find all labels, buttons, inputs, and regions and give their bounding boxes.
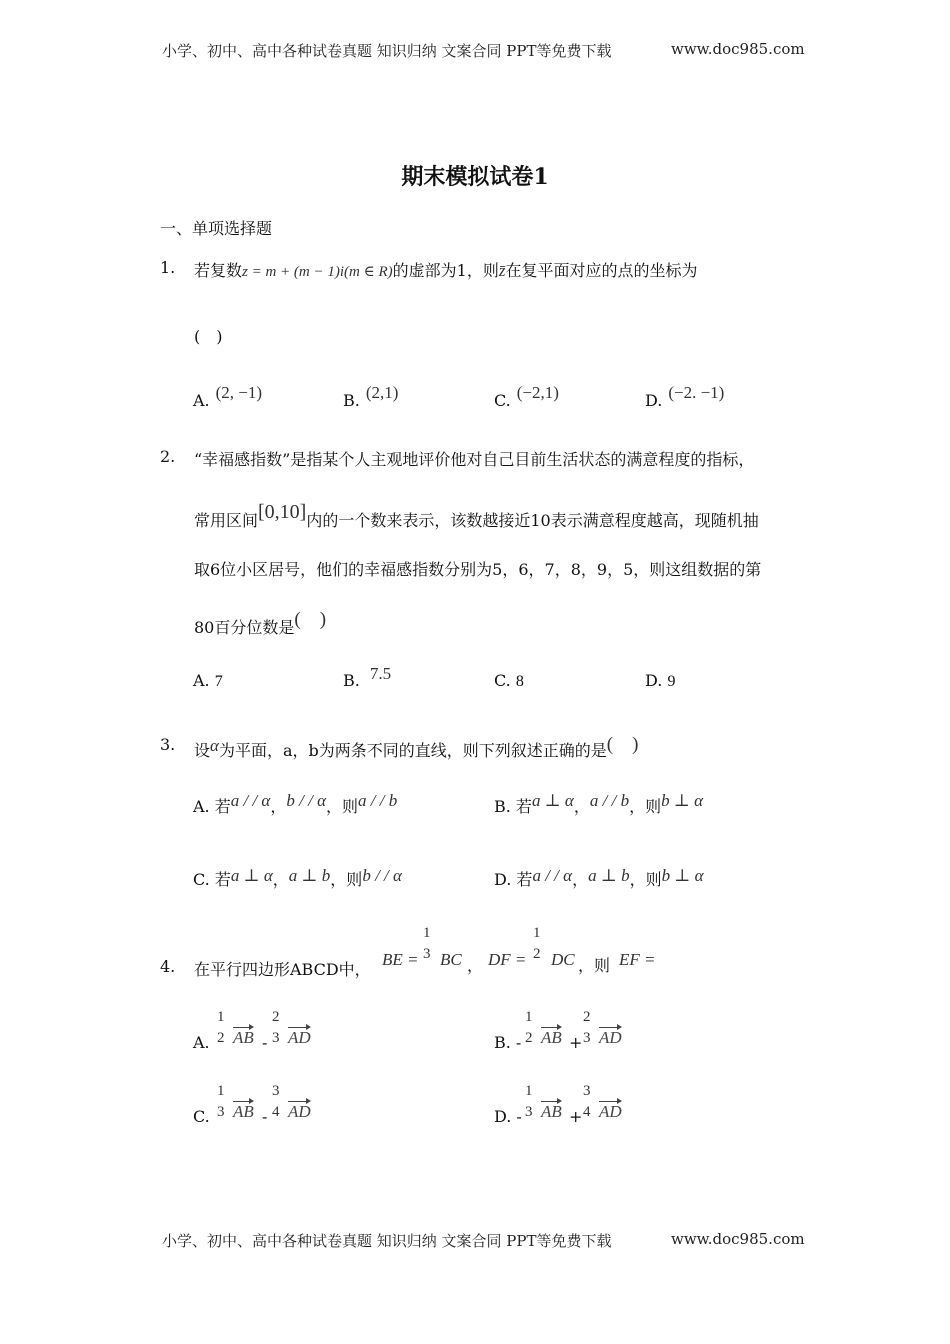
numerator: 1: [217, 1009, 225, 1025]
question-1-text: [194, 258, 697, 281]
z-bar-symbol: z̄: [498, 261, 506, 280]
numerator: 2: [583, 1009, 591, 1025]
question-3-text: [194, 735, 638, 762]
option-d[interactable]: [645, 671, 675, 691]
option-a[interactable]: [193, 383, 263, 411]
option-c[interactable]: [193, 1084, 453, 1129]
option-value: (2, −1): [215, 383, 263, 402]
page-title: 期末模拟试卷1: [401, 164, 549, 190]
vector-ad: AD: [599, 1022, 622, 1048]
option-a[interactable]: [193, 1010, 453, 1055]
fraction: [217, 1084, 225, 1120]
question-2-line-4: [194, 609, 327, 639]
then-text: ，则: [578, 956, 611, 975]
option-label: B. -: [494, 1033, 522, 1052]
numerator: 3: [272, 1083, 280, 1099]
option-c[interactable]: C. 若a ⊥ α，a ⊥ b，则b / / α: [193, 866, 402, 889]
question-number: 3.: [160, 735, 176, 754]
vector-ab: AB: [541, 1096, 562, 1122]
option-label: A.: [193, 671, 210, 690]
fraction: [533, 926, 541, 962]
numerator: 1: [217, 1083, 225, 1099]
option-label: C. 若: [193, 870, 231, 889]
option-label: D. 若: [494, 870, 533, 889]
option-label: C.: [494, 671, 511, 690]
fraction: [525, 1010, 533, 1046]
operator: -: [262, 1107, 268, 1126]
be-label: BE =: [382, 950, 419, 969]
denominator: 2: [533, 946, 541, 962]
vector-ab: AB: [541, 1022, 562, 1048]
question-number: 4.: [160, 957, 176, 976]
text-fragment: 设: [194, 741, 211, 760]
then-text: ，则: [330, 870, 363, 889]
condition-2: b / / α: [286, 791, 326, 810]
result: a / / b: [358, 791, 398, 810]
header-text: 小学、初中、高中各种试卷真题 知识归纳 文案合同 PPT等免费下载: [162, 42, 612, 60]
then-text: ，则: [629, 870, 662, 889]
vector-ad: AD: [288, 1022, 311, 1048]
condition-2: a ⊥ b: [288, 866, 331, 885]
text-fragment: 的虚部为1，则: [392, 261, 499, 280]
ef-label: EF =: [619, 950, 656, 969]
fraction: [583, 1010, 591, 1046]
option-value: 9: [667, 673, 676, 690]
vector-ab: AB: [233, 1096, 254, 1122]
fraction: [272, 1084, 280, 1120]
text-fragment: 若复数: [194, 261, 243, 280]
fraction: [525, 1084, 533, 1120]
condition-2: a / / b: [589, 791, 630, 810]
numerator: 1: [423, 925, 431, 941]
fraction: [272, 1010, 280, 1046]
denominator: 4: [583, 1104, 591, 1120]
numerator: 1: [525, 1009, 533, 1025]
vector-ad: AD: [599, 1096, 622, 1122]
result: b ⊥ α: [661, 791, 704, 810]
condition-2: a ⊥ b: [588, 866, 630, 885]
result: b / / α: [362, 866, 402, 885]
text-fragment: 常用区间: [194, 511, 259, 530]
operator: -: [262, 1033, 268, 1052]
denominator: 3: [217, 1104, 225, 1120]
text-fragment: 在复平面对应的点的坐标为: [505, 261, 698, 280]
footer-site-link[interactable]: www.doc985.com: [671, 1230, 805, 1248]
option-label: D. -: [494, 1107, 522, 1126]
option-c[interactable]: [494, 671, 524, 691]
question-number: 2.: [160, 447, 176, 466]
option-value: 7.5: [369, 664, 392, 683]
denominator: 3: [272, 1030, 280, 1046]
denominator: 4: [272, 1104, 280, 1120]
option-d[interactable]: [645, 383, 725, 411]
then-text: ，则: [326, 797, 359, 816]
option-value: 8: [515, 673, 524, 690]
fraction: [423, 926, 431, 962]
question-2-line-1: “幸福感指数”是指某个人主观地评价他对自己目前生活状态的满意程度的指标，: [194, 450, 755, 469]
option-c[interactable]: [494, 383, 559, 411]
option-label: C.: [494, 391, 511, 410]
interval-expression: [0,10]: [258, 501, 307, 523]
operator: +: [569, 1107, 583, 1126]
question-4-text: 在平行四边形ABCD中，: [194, 960, 371, 979]
option-d[interactable]: D. 若a / / α，a ⊥ b，则b ⊥ α: [494, 866, 704, 889]
denominator: 3: [583, 1030, 591, 1046]
denominator: 2: [525, 1030, 533, 1046]
answer-paren: ( ): [194, 327, 223, 346]
condition-1: a ⊥ α: [531, 791, 574, 810]
option-b[interactable]: [343, 664, 392, 691]
numerator: 1: [525, 1083, 533, 1099]
option-label: C.: [193, 1107, 210, 1126]
complex-expression: z = m + (m − 1)i(m ∈ R): [242, 264, 393, 280]
option-a[interactable]: A. 若a / / α，b / / α，则a / / b: [193, 791, 398, 816]
text-fragment: 80百分位数是: [194, 618, 295, 637]
fraction: [217, 1010, 225, 1046]
option-value: (−2. −1): [668, 383, 725, 402]
denominator: 3: [525, 1104, 533, 1120]
bc-label: BC: [440, 950, 462, 969]
option-label: D.: [645, 671, 663, 690]
fraction: [583, 1084, 591, 1120]
option-d[interactable]: [494, 1084, 754, 1129]
option-label: A.: [193, 1033, 210, 1052]
vector-ad: AD: [288, 1096, 311, 1122]
alpha-symbol: α: [210, 736, 219, 755]
question-2-line-3: 取6位小区居号，他们的幸福感指数分别为5，6，7，8，9，5，则这组数据的第: [194, 560, 762, 579]
df-label: DF =: [488, 950, 527, 969]
option-value: 7: [214, 673, 223, 690]
option-value: (2,1): [365, 383, 399, 402]
header-site-link[interactable]: www.doc985.com: [671, 40, 805, 58]
numerator: 2: [272, 1009, 280, 1025]
answer-paren: ( ): [294, 609, 327, 630]
denominator: 3: [423, 946, 431, 962]
question-2-line-2: [194, 501, 759, 532]
option-b[interactable]: [343, 383, 399, 411]
option-b[interactable]: B. 若a ⊥ α，a / / b，则b ⊥ α: [494, 791, 704, 816]
result: b ⊥ α: [661, 866, 704, 885]
denominator: 2: [217, 1030, 225, 1046]
option-label: A.: [193, 391, 210, 410]
option-label: D.: [645, 391, 663, 410]
comma: ，: [467, 956, 484, 975]
option-label: B.: [343, 391, 360, 410]
numerator: 3: [583, 1083, 591, 1099]
text-fragment: 内的一个数来表示，该数越接近10表示满意程度越高，现随机抽: [306, 511, 759, 530]
footer-text: 小学、初中、高中各种试卷真题 知识归纳 文案合同 PPT等免费下载: [162, 1232, 612, 1250]
numerator: 1: [533, 925, 541, 941]
dc-label: DC: [551, 950, 575, 969]
option-value: (−2,1): [516, 383, 559, 402]
answer-paren: ( ): [606, 734, 639, 755]
section-heading: 一、单项选择题: [160, 219, 273, 238]
operator: +: [569, 1033, 583, 1052]
text-fragment: 为平面，a，b为两条不同的直线，则下列叙述正确的是: [218, 741, 607, 760]
option-b[interactable]: [494, 1010, 754, 1055]
vector-ab: AB: [233, 1022, 254, 1048]
condition-1: a / / α: [532, 866, 573, 885]
option-label: B. 若: [494, 797, 532, 816]
option-a[interactable]: [193, 671, 223, 691]
condition-1: a ⊥ α: [230, 866, 273, 885]
condition-1: a / / α: [230, 791, 271, 810]
then-text: ，则: [629, 797, 662, 816]
question-number: 1.: [160, 258, 176, 277]
option-label: A. 若: [193, 797, 231, 816]
option-label: B.: [343, 671, 360, 690]
